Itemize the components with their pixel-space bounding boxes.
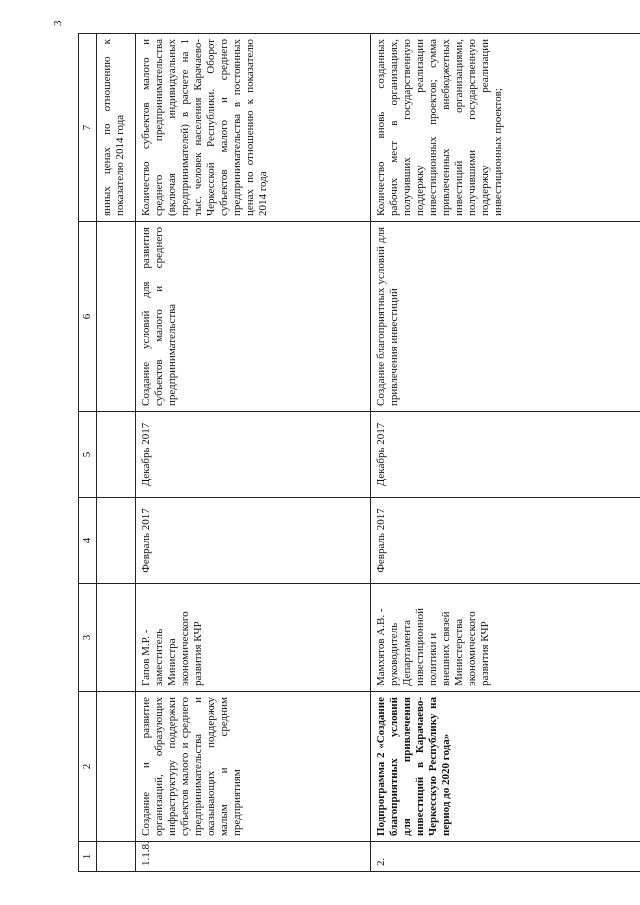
cell bbox=[97, 222, 136, 412]
row-number: 2. bbox=[371, 842, 640, 872]
table-row bbox=[136, 34, 371, 872]
page-number: 3 bbox=[52, 20, 64, 26]
indicator: Количество вновь созданных рабочих мест в организациях, получивших государственную поддержку реализации инвестиционных проектов; сумма привлеченных внебюджетных инвестиций организациями, получившими государственную поддержку реализации инвестиционных проектов; bbox=[371, 34, 640, 222]
expected-result: Создание условий для развития субъектов малого и среднего предпринимательства bbox=[136, 222, 371, 412]
row-number: 1.1.8. bbox=[136, 842, 371, 872]
cell bbox=[97, 692, 136, 842]
end-date: Декабрь 2017 bbox=[136, 412, 371, 498]
col-header-1: 1 bbox=[79, 842, 97, 872]
responsible-person: Мамхятов А.В. - руководитель Департамента инвестиционной политики и внешних связей Министерства экономического развития КЧР bbox=[371, 584, 640, 692]
col-header-5: 5 bbox=[79, 412, 97, 498]
table-row bbox=[371, 34, 640, 872]
cell bbox=[97, 584, 136, 692]
expected-result: Создание благоприятных условий для привлечения инвестиций bbox=[371, 222, 640, 412]
continuation-row bbox=[97, 34, 136, 872]
col-header-3: 3 bbox=[79, 584, 97, 692]
header-row bbox=[79, 34, 97, 872]
start-date: Февраль 2017 bbox=[136, 498, 371, 584]
indicator: Количество субъектов малого и среднего предпринимательства (включая индивидуальных предпринимателей) в расчете на 1 тыс. человек населения Карачаево-Черкесской Республики. Оборот субъектов малого и среднего предпринимательства в постоянных ценах по отношению к показателю 2014 года bbox=[136, 34, 371, 222]
rotated-table-container bbox=[78, 34, 640, 872]
col-header-2: 2 bbox=[79, 692, 97, 842]
program-table bbox=[78, 33, 640, 872]
end-date: Декабрь 2017 bbox=[371, 412, 640, 498]
responsible-person: Гапов М.Р. - заместитель Министра экономического развития КЧР bbox=[136, 584, 371, 692]
col-header-6: 6 bbox=[79, 222, 97, 412]
continuation-indicator: янных ценах по отношению к показателю 2014 года bbox=[97, 34, 136, 222]
col-header-7: 7 bbox=[79, 34, 97, 222]
cell bbox=[97, 412, 136, 498]
event-name: Создание и развитие организаций, образующих инфраструктуру поддержки субъектов малого и среднего предпринимательства и оказывающих поддержку малым и средним предприятиям bbox=[136, 692, 371, 842]
col-header-4: 4 bbox=[79, 498, 97, 584]
event-name: Подпрограмма 2 «Создание благоприятных условий для привлечения инвестиций в Карачаево-Черкесскую Республику на период до 2020 года» bbox=[371, 692, 640, 842]
cell bbox=[97, 842, 136, 872]
start-date: Февраль 2017 bbox=[371, 498, 640, 584]
cell bbox=[97, 498, 136, 584]
